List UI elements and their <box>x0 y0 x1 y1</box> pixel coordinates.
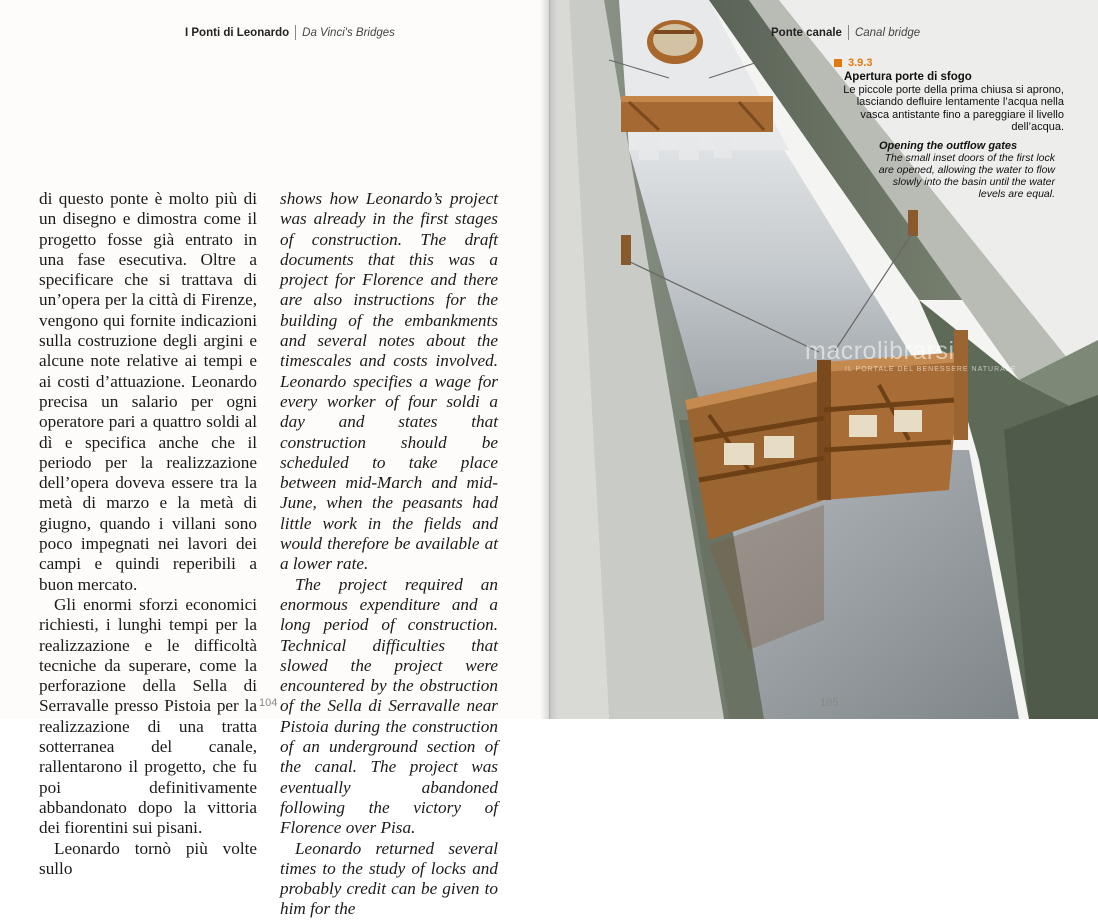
english-paragraph: The project required an enormous expenditure and a long period of construction. Technical difficulties that slowed the project were encountered by the obstruction of the Sella di Serravalle near Pistoia during the construction of an underground section of the canal. The project was eventually abandoned following the victory of Florence over Pisa. <box>280 574 498 838</box>
boat-cargo <box>653 24 697 56</box>
watermark-subtitle: IL PORTALE DEL BENESSERE NATURALE <box>845 366 1017 373</box>
left-page <box>0 0 549 919</box>
watermark: macrolibrarsi <box>805 337 955 365</box>
upper-gate-beam <box>621 96 773 102</box>
header-divider <box>295 25 296 40</box>
orange-square-bullet <box>834 59 842 67</box>
italian-paragraph: di questo ponte è molto più di un disegno e dimostra come il progetto fosse già entrato in una fase esecutiva. Oltre a specificare che si trattava di un’opera per la città di Firenze, vengono qui fornite indicazioni sulla costruzione degli argini e alcune note relative ai tempi e ai costi d’attuazione. Leonardo precisa un salario per ogni operatore pari a quattro soldi al dì e specifica anche che il periodo per la realizzazione dell’opera doveva essere tra la metà di marzo e la metà di giugno, quando i villani sono poco impegnati nei lavori dei campi e quindi reperibili a buon mercato. <box>39 189 257 594</box>
page-number-left: 104 <box>259 697 278 709</box>
outflow-water-stream <box>639 132 659 160</box>
italian-text-column <box>39 189 257 879</box>
right-running-header <box>771 25 920 40</box>
italian-paragraph: Leonardo tornò più volte sullo <box>39 838 257 878</box>
page-number-right: 105 <box>820 697 839 709</box>
caption-title-en: Opening the outflow gates <box>879 140 1018 152</box>
left-running-header <box>185 25 395 40</box>
caption-body-en: The small inset doors of the first lock are opened, allowing the water to flow slowly into the basin until the water levels are equal. <box>878 152 1055 200</box>
book-gutter <box>540 0 558 719</box>
book-title-en: Da Vinci's Bridges <box>302 26 395 39</box>
caption-title-it: Apertura porte di sfogo <box>844 71 972 83</box>
book-title-it: I Ponti di Leonardo <box>185 26 290 39</box>
italian-paragraph: Gli enormi sforzi economici richiesti, i lunghi tempi per la realizzazione e le difficoltà tecniche da superare, come la perforazione della Sella di Serravalle presso Pistoia per la realizzazione di una tratta sotterranea del canale, rallentarono il progetto, che fu poi definitivamente abbandonato dopo la vittoria dei fiorentini sui pisani. <box>39 594 257 838</box>
right-page <box>549 0 1098 719</box>
caption-number <box>834 57 872 69</box>
header-divider <box>848 25 849 40</box>
outflow-water-stream <box>679 132 699 160</box>
caption-body-it: Le piccole porte della prima chiusa si aprono, lasciando defluire lentamente l’acqua nella vasca antistante fino a pareggiare il livello dell’acqua. <box>843 84 1064 134</box>
english-text-column <box>280 189 498 920</box>
caption-number-label: 3.9.3 <box>848 57 873 69</box>
boat-plank <box>654 30 694 34</box>
chapter-title-it: Ponte canale <box>771 26 842 39</box>
chapter-title-en: Canal bridge <box>854 26 921 39</box>
outflow-water-stream <box>714 132 732 158</box>
english-paragraph: shows how Leonardo’s project was already in the first stages of construction. The draft documents that this was a project for Florence and there are also instructions for the building of the embankments and several notes about the timescales and costs involved. Leonardo specifies a wage for every worker of four soldi a day and states that construction should be scheduled to take place between mid-March and mid-June, when the peasants had little work in the fields and would therefore be available at a lower rate. <box>280 189 498 574</box>
english-paragraph: Leonardo returned several times to the study of locks and probably credit can be given to him for the <box>280 838 498 919</box>
